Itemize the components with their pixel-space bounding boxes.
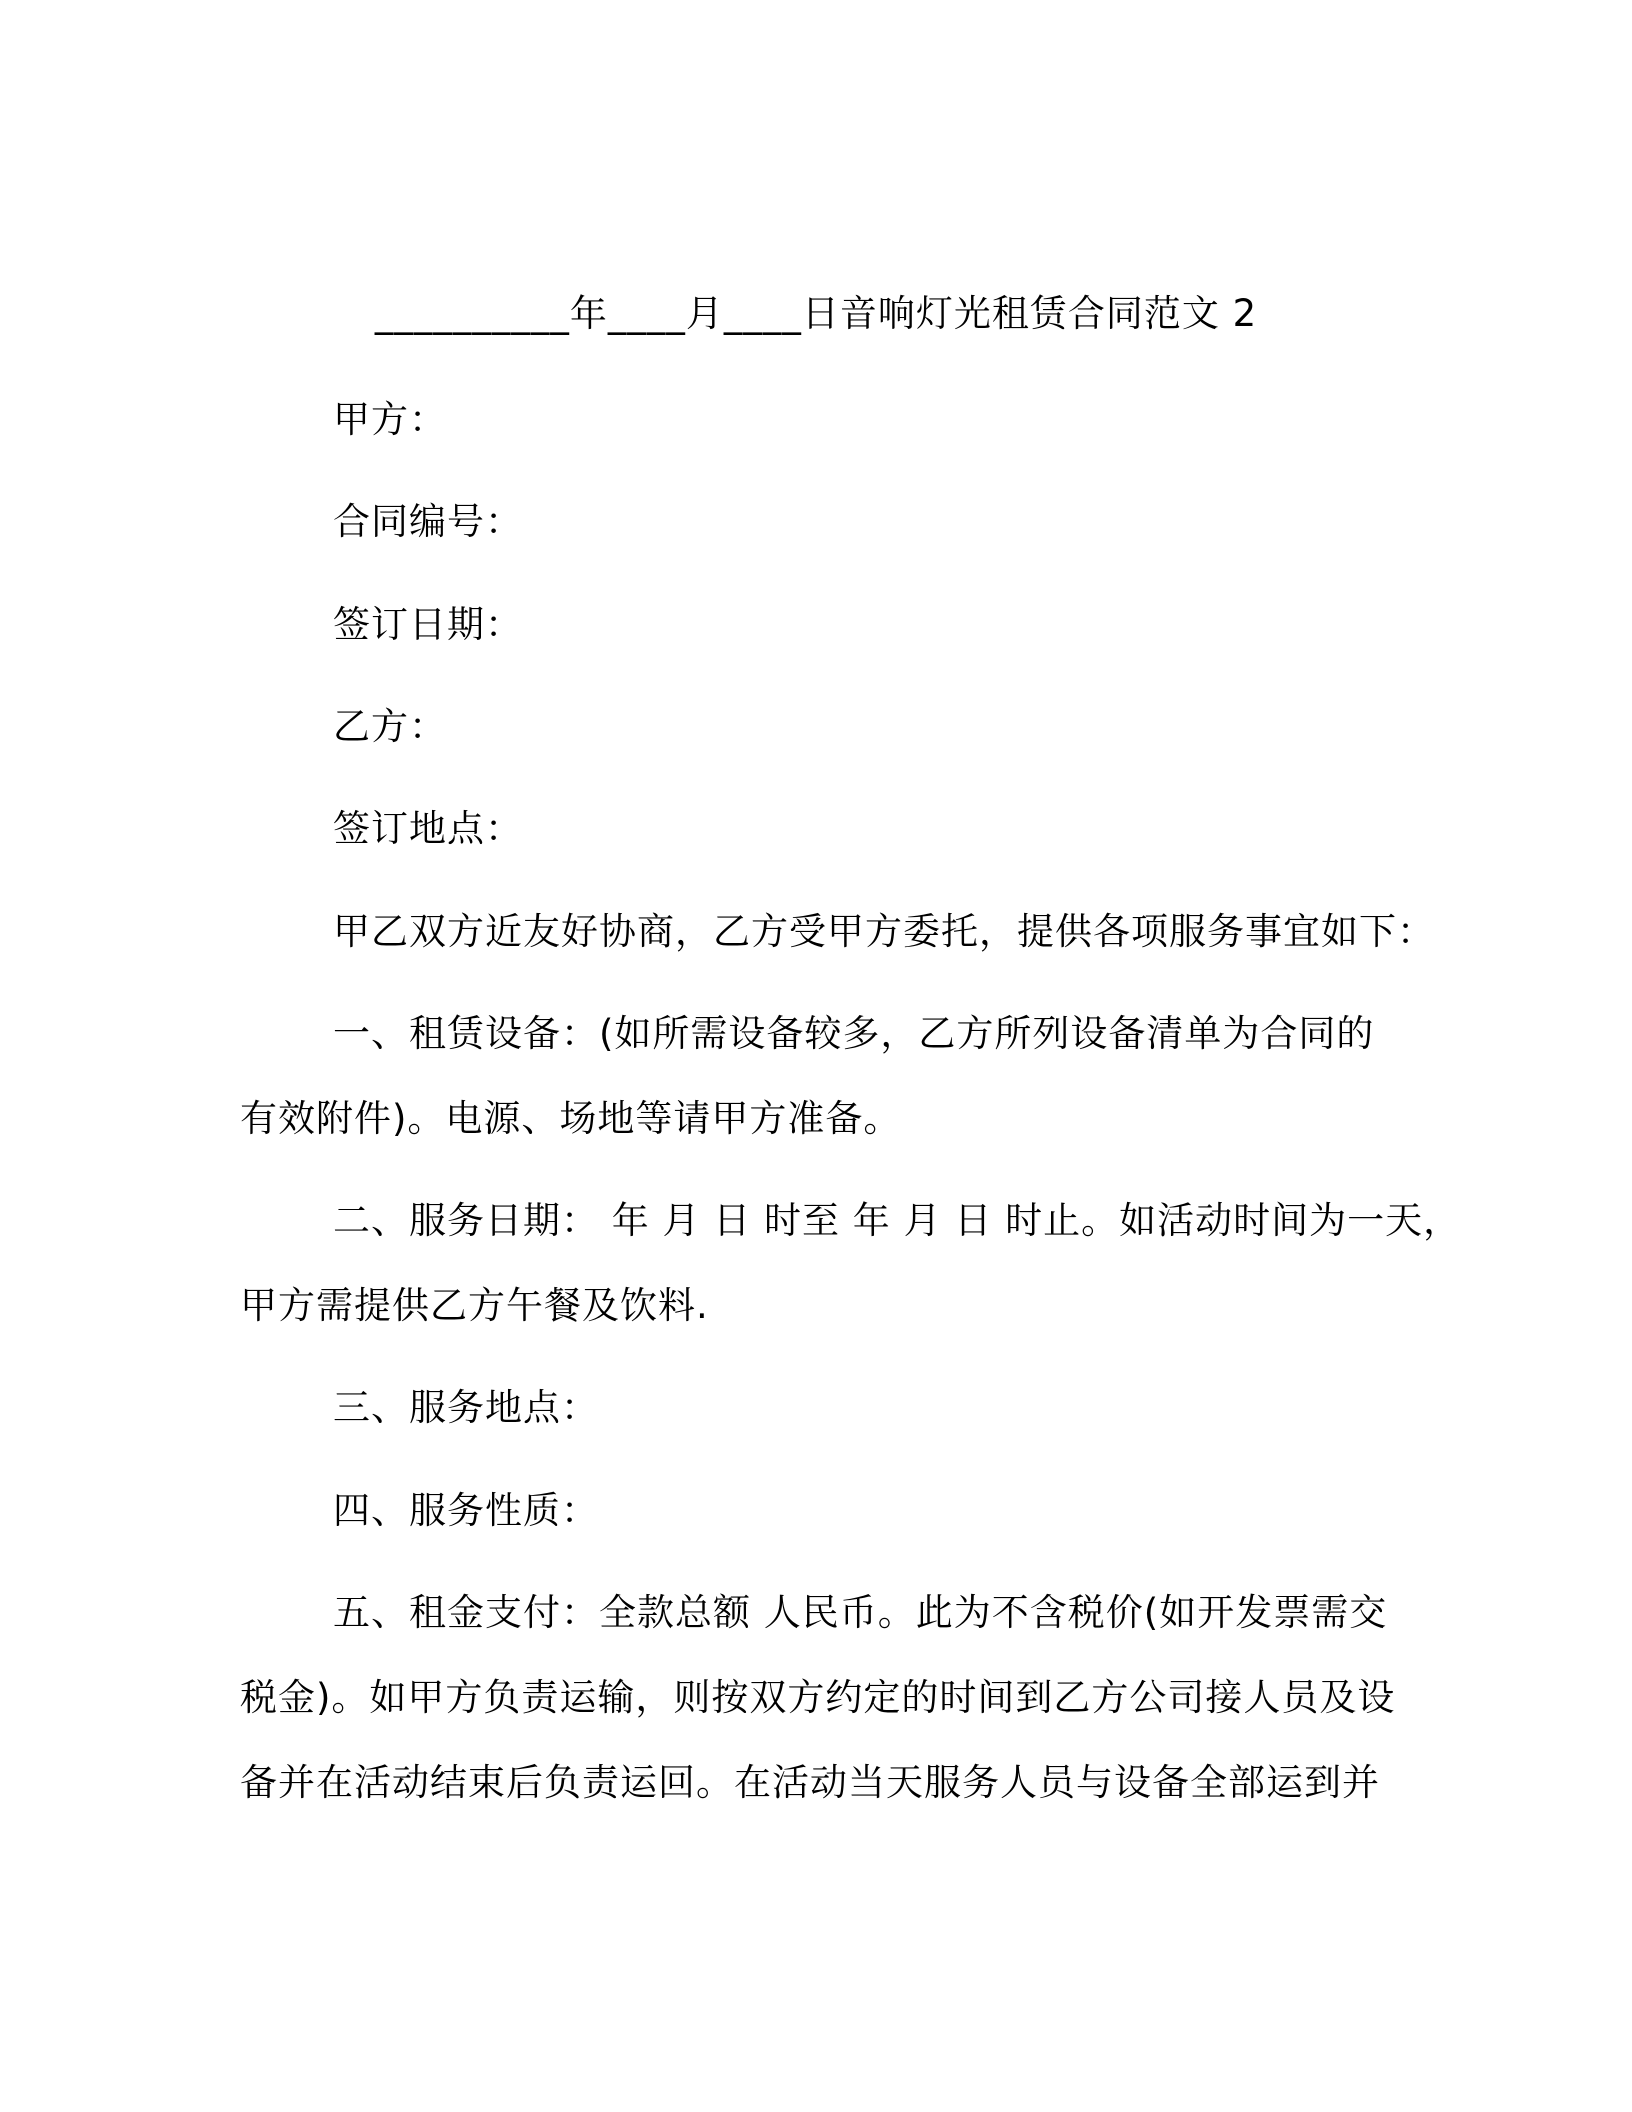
clause-4: 四、服务性质： bbox=[333, 1489, 599, 1532]
party-a-field: 甲方： bbox=[333, 398, 447, 441]
clause-5-line-1: 五、租金支付：全款总额 人民币。此为不含税价(如开发票需交 bbox=[333, 1591, 1388, 1634]
party-b-field: 乙方： bbox=[333, 705, 447, 748]
clause-5-line-3: 备并在活动结束后负责运回。在活动当天服务人员与设备全部运到并 bbox=[240, 1761, 1380, 1804]
sign-place-field: 签订地点： bbox=[333, 807, 523, 850]
sign-date-field: 签订日期： bbox=[333, 603, 523, 646]
clause-2-line-2: 甲方需提供乙方午餐及饮料. bbox=[240, 1284, 709, 1327]
clause-1-line-1: 一、租赁设备：(如所需设备较多，乙方所列设备清单为合同的 bbox=[333, 1012, 1375, 1055]
contract-number-field: 合同编号： bbox=[333, 500, 523, 543]
clause-2-line-1: 二、服务日期： 年 月 日 时至 年 月 日 时止。如活动时间为一天， bbox=[333, 1199, 1462, 1242]
clause-1-line-2: 有效附件)。电源、场地等请甲方准备。 bbox=[240, 1097, 902, 1140]
intro-paragraph: 甲乙双方近友好协商，乙方受甲方委托，提供各项服务事宜如下： bbox=[333, 910, 1435, 953]
clause-3: 三、服务地点： bbox=[333, 1386, 599, 1429]
document-title: __________年____月____日音响灯光租赁合同范文 2 bbox=[374, 292, 1258, 335]
clause-5-line-2: 税金)。如甲方负责运输，则按双方约定的时间到乙方公司接人员及设 bbox=[240, 1676, 1396, 1719]
